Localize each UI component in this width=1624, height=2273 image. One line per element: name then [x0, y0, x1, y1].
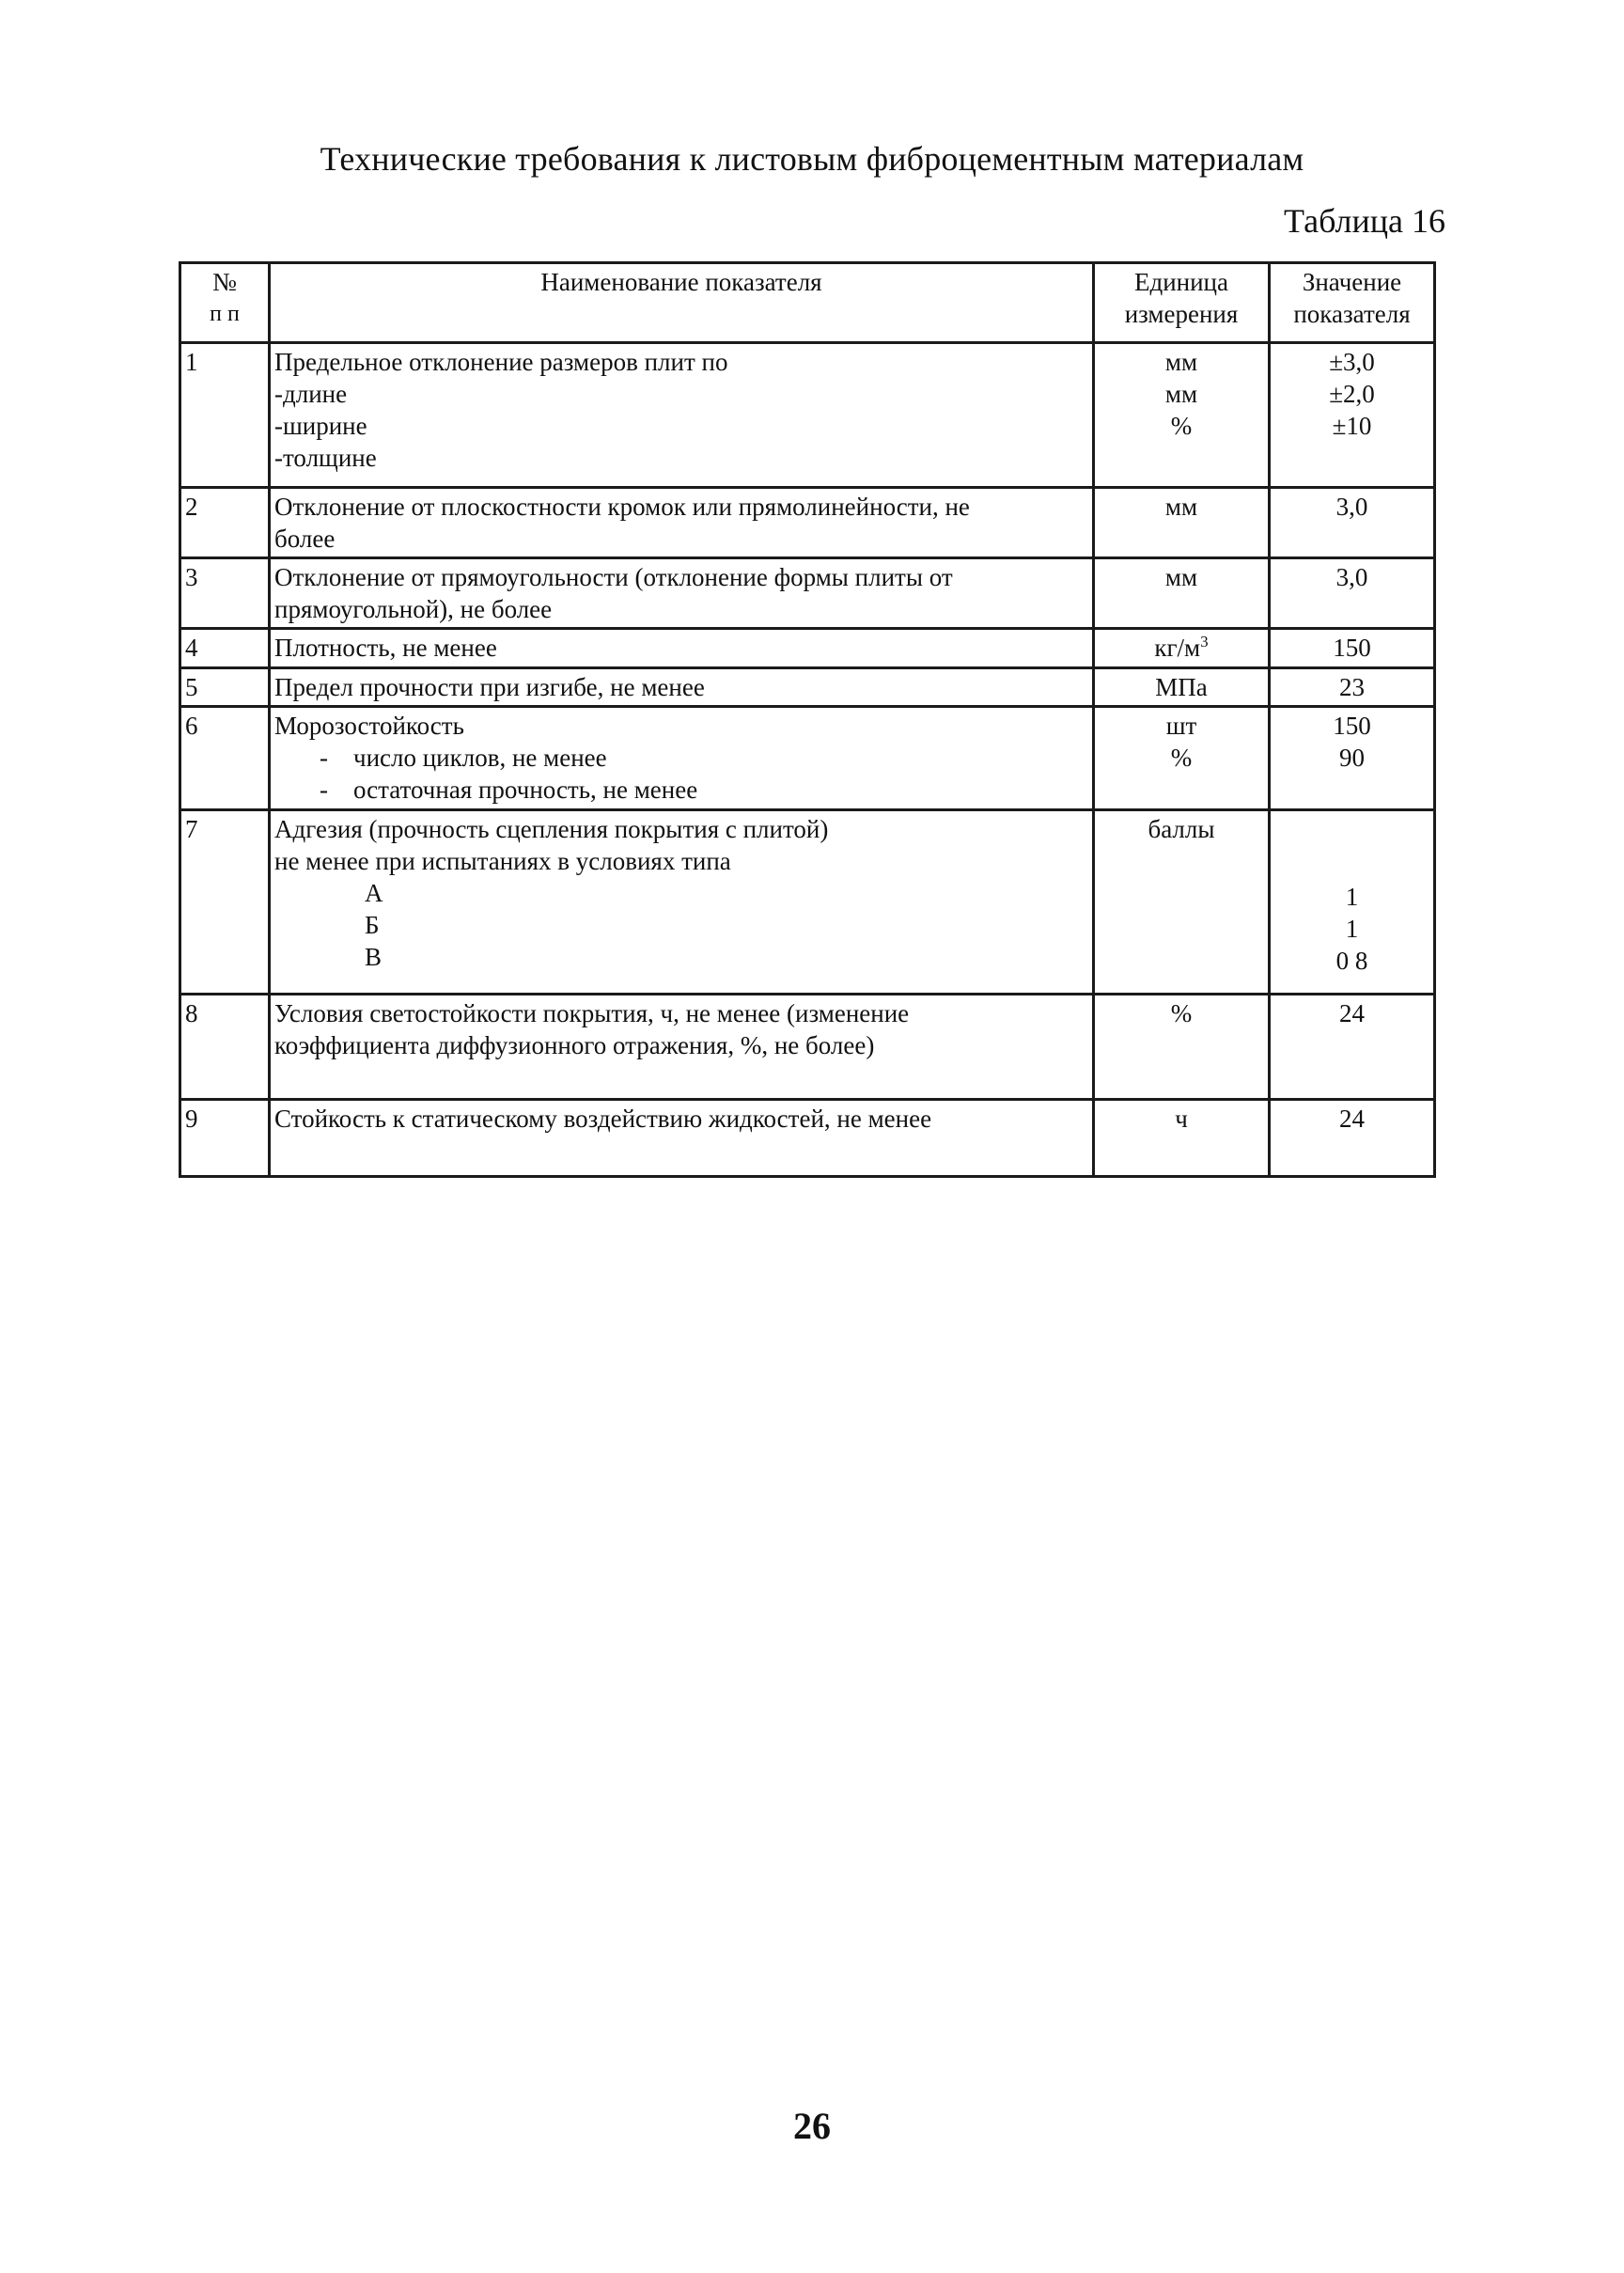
header-value-line1: Значение [1302, 268, 1402, 296]
row-name: Плотность, не менее [270, 629, 1094, 668]
header-name: Наименование показателя [270, 263, 1094, 343]
header-unit [1094, 263, 1270, 343]
row-num: 2 [180, 488, 270, 558]
table-row [180, 558, 1435, 629]
row-name-line: -длине [274, 380, 348, 408]
row-unit-superscript: 3 [1200, 633, 1209, 651]
row-name [270, 707, 1094, 810]
table-row [180, 810, 1435, 995]
row-value: 3,0 [1270, 488, 1435, 558]
document-title: Технические требования к листовым фиброцементным материалам [320, 140, 1304, 178]
table-row [180, 343, 1435, 488]
row-name-line: Предельное отклонение размеров плит по [274, 348, 728, 376]
row-unit: МПа [1094, 668, 1270, 707]
requirements-table [179, 261, 1436, 1178]
row-unit [1094, 343, 1270, 488]
row-value: 24 [1270, 995, 1435, 1100]
header-value [1270, 263, 1435, 343]
row-name-line: Адгезия (прочность сцепления покрытия с плитой) [274, 815, 829, 843]
row-value-line: 1 [1345, 883, 1359, 911]
header-num-line2: п п [210, 302, 240, 326]
row-value-line: ±10 [1332, 412, 1372, 440]
header-unit-line1: Единица [1133, 268, 1228, 296]
row-value-line: 90 [1339, 744, 1365, 772]
row-name [270, 995, 1094, 1100]
row-value: 150 [1270, 629, 1435, 668]
row-name [270, 488, 1094, 558]
row-name-line: не менее при испытаниях в условиях типа [274, 847, 731, 875]
row-num: 1 [180, 343, 270, 488]
row-value [1270, 810, 1435, 995]
row-name-line: - остаточная прочность, не менее [320, 776, 698, 804]
row-name-line: - число циклов, не менее [320, 744, 607, 772]
row-name-line: Условия светостойкости покрытия, ч, не менее (изменение [274, 999, 910, 1027]
row-num: 4 [180, 629, 270, 668]
row-num: 5 [180, 668, 270, 707]
row-unit-line: % [1170, 412, 1193, 440]
row-name-line: Отклонение от плоскостности кромок или прямолинейности, не [274, 493, 970, 521]
table-header-row [180, 263, 1435, 343]
row-name-line: В [365, 943, 383, 971]
row-value [1270, 343, 1435, 488]
row-name-line: прямоугольной), не более [274, 595, 553, 623]
header-num [180, 263, 270, 343]
row-value-line: 1 [1345, 915, 1359, 943]
row-value-line: 150 [1333, 712, 1371, 740]
row-name-line: Отклонение от прямоугольности (отклонение формы плиты от [274, 563, 953, 591]
row-value: 24 [1270, 1100, 1435, 1177]
row-name-line: Б [365, 911, 380, 939]
row-value-line: 0 8 [1335, 947, 1368, 975]
row-unit: ч [1094, 1100, 1270, 1177]
page-number: 26 [793, 2105, 831, 2147]
row-unit-line: шт [1165, 712, 1197, 740]
row-value: 23 [1270, 668, 1435, 707]
row-unit-base: кг/м [1154, 634, 1201, 662]
row-value-line: ±3,0 [1329, 348, 1375, 376]
row-unit [1094, 629, 1270, 668]
table-row [180, 629, 1435, 668]
row-num: 6 [180, 707, 270, 810]
row-unit: мм [1094, 488, 1270, 558]
header-value-line2: показателя [1293, 300, 1411, 328]
row-name [270, 343, 1094, 488]
row-unit: баллы [1094, 810, 1270, 995]
row-name: Стойкость к статическому воздействию жидкостей, не менее [270, 1100, 1094, 1177]
row-num: 3 [180, 558, 270, 629]
row-unit: мм [1094, 558, 1270, 629]
table-label: Таблица 16 [1284, 202, 1445, 240]
row-name-line: коэффициента диффузионного отражения, %, не более) [274, 1031, 875, 1059]
row-unit-line: % [1170, 744, 1193, 772]
row-name [270, 810, 1094, 995]
row-value-line: ±2,0 [1329, 380, 1375, 408]
row-num: 9 [180, 1100, 270, 1177]
table-row [180, 995, 1435, 1100]
row-unit: % [1094, 995, 1270, 1100]
row-num: 7 [180, 810, 270, 995]
row-unit [1094, 707, 1270, 810]
row-num: 8 [180, 995, 270, 1100]
row-unit-line: мм [1164, 348, 1198, 376]
table-row [180, 707, 1435, 810]
row-name [270, 558, 1094, 629]
row-value [1270, 707, 1435, 810]
row-name-line: -ширине [274, 412, 367, 440]
table-row [180, 668, 1435, 707]
header-num-line1: № [212, 268, 237, 296]
row-name-line: А [365, 879, 383, 907]
header-unit-line2: измерения [1124, 300, 1239, 328]
row-name-line: Морозостойкость [274, 712, 464, 740]
row-unit-line: мм [1164, 380, 1198, 408]
row-name-line: -толщине [274, 444, 377, 472]
row-name: Предел прочности при изгибе, не менее [270, 668, 1094, 707]
row-value: 3,0 [1270, 558, 1435, 629]
row-name-line: более [274, 525, 336, 553]
table-row [180, 1100, 1435, 1177]
table-row [180, 488, 1435, 558]
